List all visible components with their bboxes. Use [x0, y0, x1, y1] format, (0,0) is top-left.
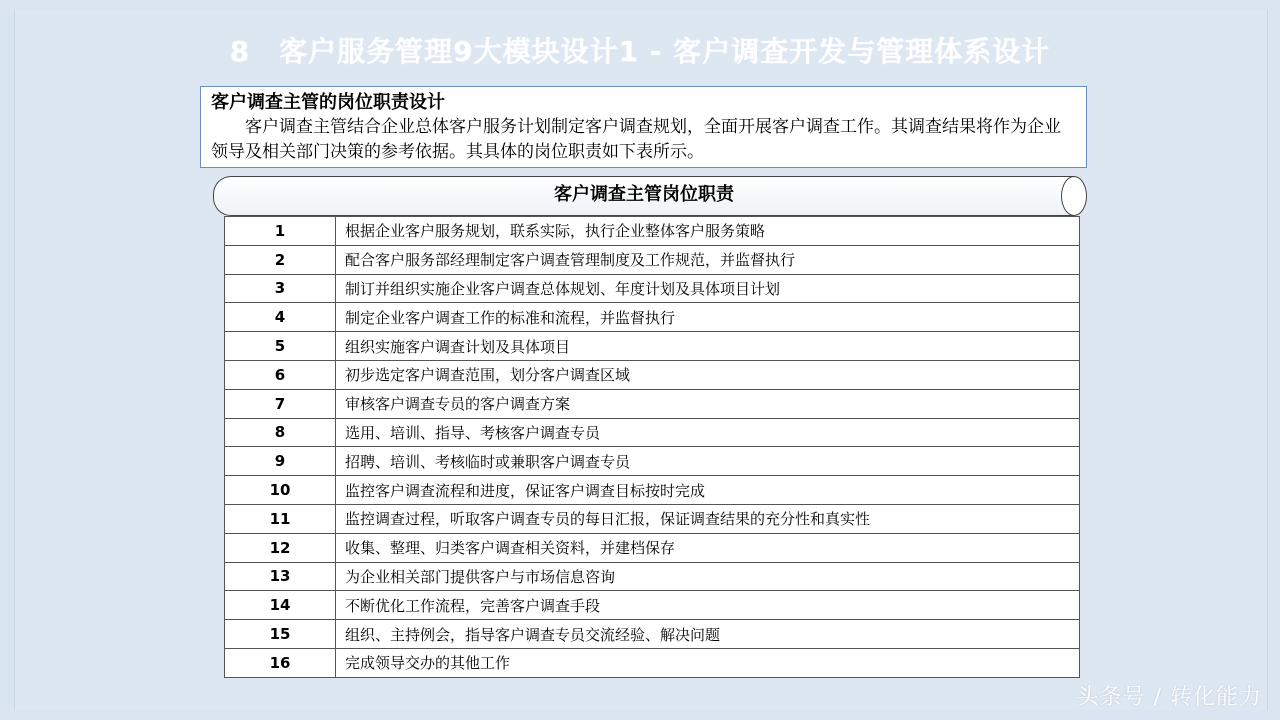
row-number: 16 — [225, 648, 336, 677]
row-duty: 为企业相关部门提供客户与市场信息咨询 — [336, 562, 1080, 591]
row-number: 11 — [225, 504, 336, 533]
row-duty: 选用、培训、指导、考核客户调查专员 — [336, 418, 1080, 447]
row-duty: 配合客户服务部经理制定客户调查管理制度及工作规范，并监督执行 — [336, 245, 1080, 274]
row-number: 4 — [225, 303, 336, 332]
table-row — [225, 447, 1080, 476]
table-row — [225, 648, 1080, 677]
table-row — [225, 217, 1080, 246]
row-number: 6 — [225, 360, 336, 389]
row-number: 7 — [225, 389, 336, 418]
table-row — [225, 303, 1080, 332]
row-number: 3 — [225, 274, 336, 303]
table-row — [225, 620, 1080, 649]
table-row — [225, 504, 1080, 533]
duties-table — [224, 216, 1080, 678]
table-row — [225, 245, 1080, 274]
table-title: 客户调查主管岗位职责 — [554, 184, 734, 205]
row-duty: 审核客户调查专员的客户调查方案 — [336, 389, 1080, 418]
row-duty: 初步选定客户调查范围，划分客户调查区域 — [336, 360, 1080, 389]
intro-heading: 客户调查主管的岗位职责设计 — [211, 92, 445, 113]
row-duty: 组织实施客户调查计划及具体项目 — [336, 332, 1080, 361]
table-row — [225, 591, 1080, 620]
row-duty: 收集、整理、归类客户调查相关资料，并建档保存 — [336, 533, 1080, 562]
row-duty: 招聘、培训、考核临时或兼职客户调查专员 — [336, 447, 1080, 476]
row-duty: 制订并组织实施企业客户调查总体规划、年度计划及具体项目计划 — [336, 274, 1080, 303]
slide-title: 8 客户服务管理9大模块设计1 - 客户调查开发与管理体系设计 — [229, 35, 1051, 68]
row-number: 1 — [225, 217, 336, 246]
table-row — [225, 533, 1080, 562]
row-number: 12 — [225, 533, 336, 562]
table-row — [225, 389, 1080, 418]
duties-table-body — [225, 217, 1080, 678]
table-row — [225, 360, 1080, 389]
intro-box — [200, 86, 1087, 168]
row-duty: 组织、主持例会，指导客户调查专员交流经验、解决问题 — [336, 620, 1080, 649]
table-row — [225, 418, 1080, 447]
row-duty: 监控调查过程，听取客户调查专员的每日汇报，保证调查结果的充分性和真实性 — [336, 504, 1080, 533]
row-duty: 监控客户调查流程和进度，保证客户调查目标按时完成 — [336, 476, 1080, 505]
row-number: 14 — [225, 591, 336, 620]
watermark: 头条号 / 转化能力 — [1076, 685, 1262, 710]
row-number: 15 — [225, 620, 336, 649]
intro-body: 客户调查主管结合企业总体客户服务计划制定客户调查规划，全面开展客户调查工作。其调查结果将作为企业领导及相关部门决策的参考依据。其具体的岗位职责如下表所示。 — [211, 117, 1061, 162]
row-duty: 根据企业客户服务规划，联系实际，执行企业整体客户服务策略 — [336, 217, 1080, 246]
row-duty: 不断优化工作流程，完善客户调查手段 — [336, 591, 1080, 620]
table-row — [225, 332, 1080, 361]
row-number: 10 — [225, 476, 336, 505]
table-row — [225, 274, 1080, 303]
table-title-scroll — [213, 176, 1088, 216]
table-row — [225, 476, 1080, 505]
table-row — [225, 562, 1080, 591]
row-duty: 完成领导交办的其他工作 — [336, 648, 1080, 677]
row-number: 9 — [225, 447, 336, 476]
row-number: 5 — [225, 332, 336, 361]
row-number: 13 — [225, 562, 336, 591]
row-duty: 制定企业客户调查工作的标准和流程，并监督执行 — [336, 303, 1080, 332]
row-number: 8 — [225, 418, 336, 447]
row-number: 2 — [225, 245, 336, 274]
